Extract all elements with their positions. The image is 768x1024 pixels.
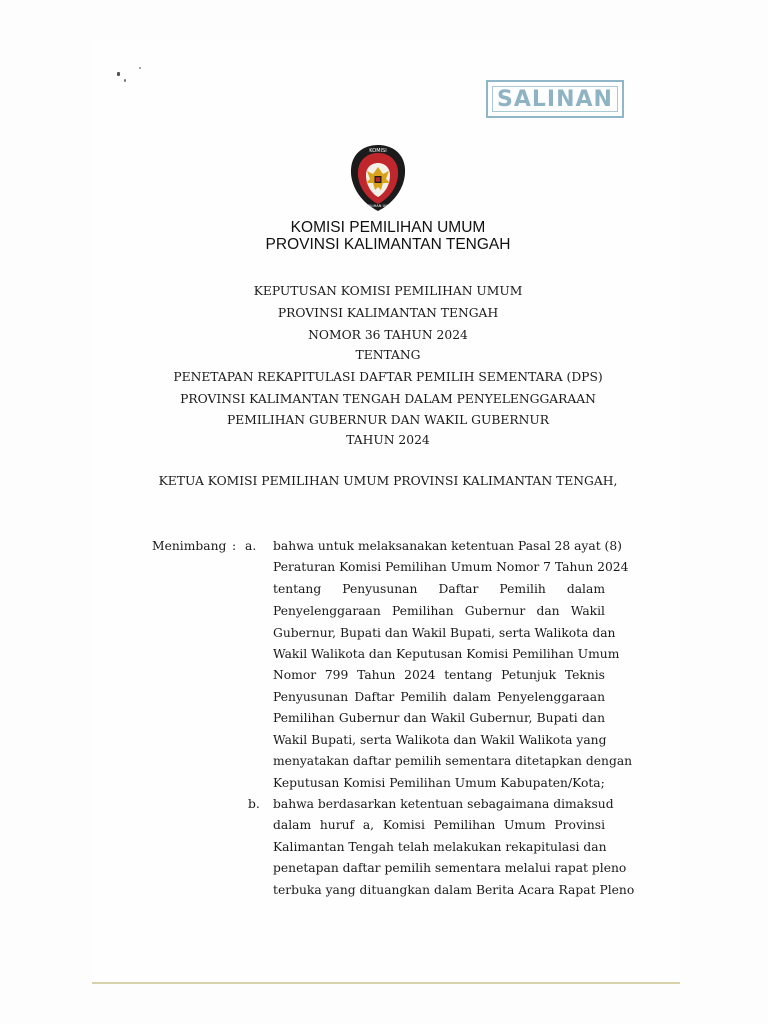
item-a-line: tentang Penyusunan Daftar Pemilih dalam (273, 582, 605, 596)
item-b-line: penetapan daftar pemilih sementara melalui rapat pleno (273, 861, 627, 875)
item-a-line: Gubernur, Bupati dan Wakil Bupati, serta Walikota dan (273, 626, 616, 640)
emblem-text-bottom: PEMILIHAN UMUM (361, 204, 395, 208)
decree-year: TAHUN 2024 (346, 433, 430, 447)
item-letter-a: a. (245, 539, 257, 553)
decree-title-line: PROVINSI KALIMANTAN TENGAH (277, 306, 499, 320)
decree-title-line: KEPUTUSAN KOMISI PEMILIHAN UMUM (253, 284, 523, 298)
kpu-garuda-emblem-icon (348, 143, 408, 213)
item-a-line: Pemilihan Gubernur dan Wakil Gubernur, Bupati dan (273, 711, 605, 725)
item-a-line: Keputusan Komisi Pemilihan Umum Kabupaten/Kota; (273, 776, 605, 790)
page-bottom-edge (92, 982, 680, 984)
item-b-line: Kalimantan Tengah telah melakukan rekapitulasi dan (273, 840, 607, 854)
item-a-line: Penyelenggaraan Pemilihan Gubernur dan Wakil (273, 604, 605, 618)
item-a-line: Penyusunan Daftar Pemilih dalam Penyelenggaraan (273, 690, 605, 704)
item-b-line: terbuka yang dituangkan dalam Berita Acara Rapat Pleno (273, 883, 635, 897)
decree-subject-line: PEMILIHAN GUBERNUR DAN WAKIL GUBERNUR (226, 413, 550, 427)
org-name-line2: PROVINSI KALIMANTAN TENGAH (265, 236, 511, 253)
signatory-heading: KETUA KOMISI PEMILIHAN UMUM PROVINSI KALIMANTAN TENGAH, (158, 474, 618, 488)
stamp-text: SALINAN (497, 86, 613, 112)
org-name-line1: KOMISI PEMILIHAN UMUM (290, 219, 486, 236)
item-a-line: Peraturan Komisi Pemilihan Umum Nomor 7 Tahun 2024 (273, 560, 629, 574)
item-a-line: Wakil Bupati, serta Walikota dan Wakil Walikota yang (273, 733, 607, 747)
salinan-stamp (486, 80, 624, 118)
paper-speck (117, 72, 120, 76)
item-a-line: Nomor 799 Tahun 2024 tentang Petunjuk Teknis (273, 668, 605, 682)
item-letter-b: b. (248, 797, 260, 811)
paper-speck (124, 79, 126, 82)
item-a-line: menyatakan daftar pemilih sementara ditetapkan dengan (273, 754, 633, 768)
decree-subject-line: PENETAPAN REKAPITULASI DAFTAR PEMILIH SEMENTARA (DPS) (173, 370, 603, 384)
emblem-text-top: KOMISI (369, 148, 387, 154)
item-b-line: bahwa berdasarkan ketentuan sebagaimana dimaksud (273, 797, 614, 811)
menimbang-colon: : (232, 539, 237, 553)
paper-speck (139, 67, 141, 69)
decree-number: NOMOR 36 TAHUN 2024 (308, 328, 468, 342)
decree-subject-line: PROVINSI KALIMANTAN TENGAH DALAM PENYELENGGARAAN (180, 392, 596, 406)
item-a-line: bahwa untuk melaksanakan ketentuan Pasal 28 ayat (8) (273, 539, 622, 553)
menimbang-label: Menimbang (152, 539, 227, 553)
item-b-line: dalam huruf a, Komisi Pemilihan Umum Provinsi (273, 818, 605, 832)
decree-tentang: TENTANG (355, 348, 421, 362)
item-a-line: Wakil Walikota dan Keputusan Komisi Pemilihan Umum (273, 647, 620, 661)
